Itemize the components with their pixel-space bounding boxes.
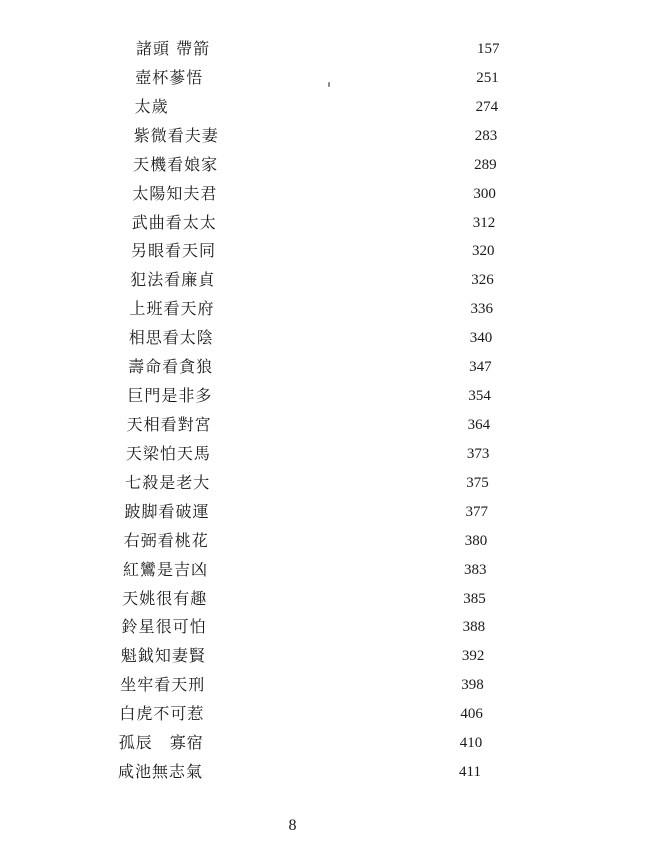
toc-entry-page: 347 (469, 359, 492, 376)
toc-entry-title: 另眼看天同 (131, 241, 217, 261)
toc-entry-title: 咸池無志氣 (118, 762, 204, 781)
toc-entry-title: 太歲 (134, 96, 169, 116)
toc-entry (0, 296, 650, 322)
toc-entry-title: 魁鉞知妻賢 (120, 646, 206, 666)
toc-entry-page: 364 (467, 417, 491, 433)
toc-entry-page: 312 (472, 214, 496, 231)
toc-entry (0, 65, 650, 91)
toc-entry-title: 孤辰 寡宿 (118, 733, 204, 753)
toc-entry (0, 759, 650, 785)
toc-entry (0, 528, 650, 554)
toc-entry-page: 373 (466, 445, 490, 462)
toc-entry (0, 701, 650, 727)
toc-entry-page: 380 (464, 532, 488, 549)
toc-entry (0, 123, 650, 149)
toc-entry-title: 天相看對宮 (126, 415, 212, 434)
toc-entry (0, 412, 650, 438)
toc-entry (0, 325, 650, 351)
toc-entry (0, 152, 650, 178)
toc-entry-page: 377 (465, 503, 488, 520)
toc-entry-page: 300 (473, 185, 496, 202)
toc-entry (0, 643, 650, 669)
toc-entry (0, 210, 650, 236)
toc-entry (0, 36, 650, 62)
toc-entry-title: 天機看娘家 (133, 154, 219, 174)
toc-entry-page: 326 (471, 272, 494, 289)
toc-entry-title: 犯法看廉貞 (130, 270, 216, 290)
toc-entry-title: 紫微看夫妻 (133, 125, 219, 145)
toc-entry-title: 七殺是老大 (125, 472, 211, 492)
toc-entry (0, 614, 650, 640)
toc-entry-title: 鈴星很可怕 (121, 617, 207, 637)
toc-entry-title: 上班看天府 (129, 299, 215, 319)
toc-entry-title: 坐牢看天刑 (120, 675, 206, 695)
toc-entry-page: 392 (461, 648, 485, 665)
toc-entry (0, 672, 650, 698)
toc-entry-page: 251 (476, 69, 499, 86)
toc-entry (0, 730, 650, 756)
toc-entry-page: 340 (469, 330, 493, 347)
toc-entry (0, 383, 650, 409)
toc-entry-title: 巨門是非多 (127, 386, 213, 405)
toc-entry (0, 267, 650, 293)
toc-entry-page: 354 (468, 388, 491, 404)
toc-entry-title: 相思看太陰 (128, 328, 214, 348)
toc-entry-page: 336 (470, 301, 493, 318)
scan-speck (328, 82, 330, 87)
toc-entry-title: 紅鸞是吉凶 (123, 559, 209, 579)
toc-entry (0, 470, 650, 496)
toc-entry-title: 太陽知夫君 (132, 183, 218, 203)
toc-entry-page: 383 (464, 561, 487, 578)
toc-entry-page: 411 (459, 764, 481, 780)
toc-entry-title: 右弼看桃花 (123, 530, 209, 550)
toc-entry-title: 諸頭 帶箭 (136, 39, 211, 58)
toc-entry (0, 238, 650, 264)
toc-entry (0, 586, 650, 612)
toc-entry (0, 557, 650, 583)
toc-entry (0, 181, 650, 207)
toc-entry-title: 白虎不可惹 (119, 704, 205, 724)
toc-entry-page: 320 (472, 243, 495, 260)
toc-entry (0, 499, 650, 525)
toc-entry-page: 289 (474, 156, 497, 173)
toc-entry-page: 388 (462, 619, 486, 636)
toc-entry-title: 武曲看太太 (131, 212, 217, 232)
toc-entry-page: 398 (461, 677, 484, 694)
toc-entry-page: 375 (466, 474, 489, 491)
toc-entry-page: 283 (474, 127, 498, 144)
toc-entry (0, 354, 650, 380)
toc-entry (0, 441, 650, 467)
toc-entry-page: 410 (459, 735, 483, 752)
toc-entry-title: 天梁怕天馬 (125, 443, 211, 463)
toc-entry-page: 406 (460, 706, 483, 723)
toc-entry-title: 壽命看貪狼 (128, 357, 214, 377)
toc-entry-page: 157 (477, 41, 500, 57)
toc-entry-title: 天姚很有趣 (122, 588, 208, 608)
toc-entry-page: 274 (475, 98, 499, 115)
page-number: 8 (288, 817, 297, 834)
toc-entry (0, 94, 650, 120)
toc-entry-title: 壺杯蔘悟 (135, 67, 204, 87)
toc-entry-title: 跛脚看破運 (124, 501, 210, 521)
toc-entry-page: 385 (463, 590, 486, 607)
